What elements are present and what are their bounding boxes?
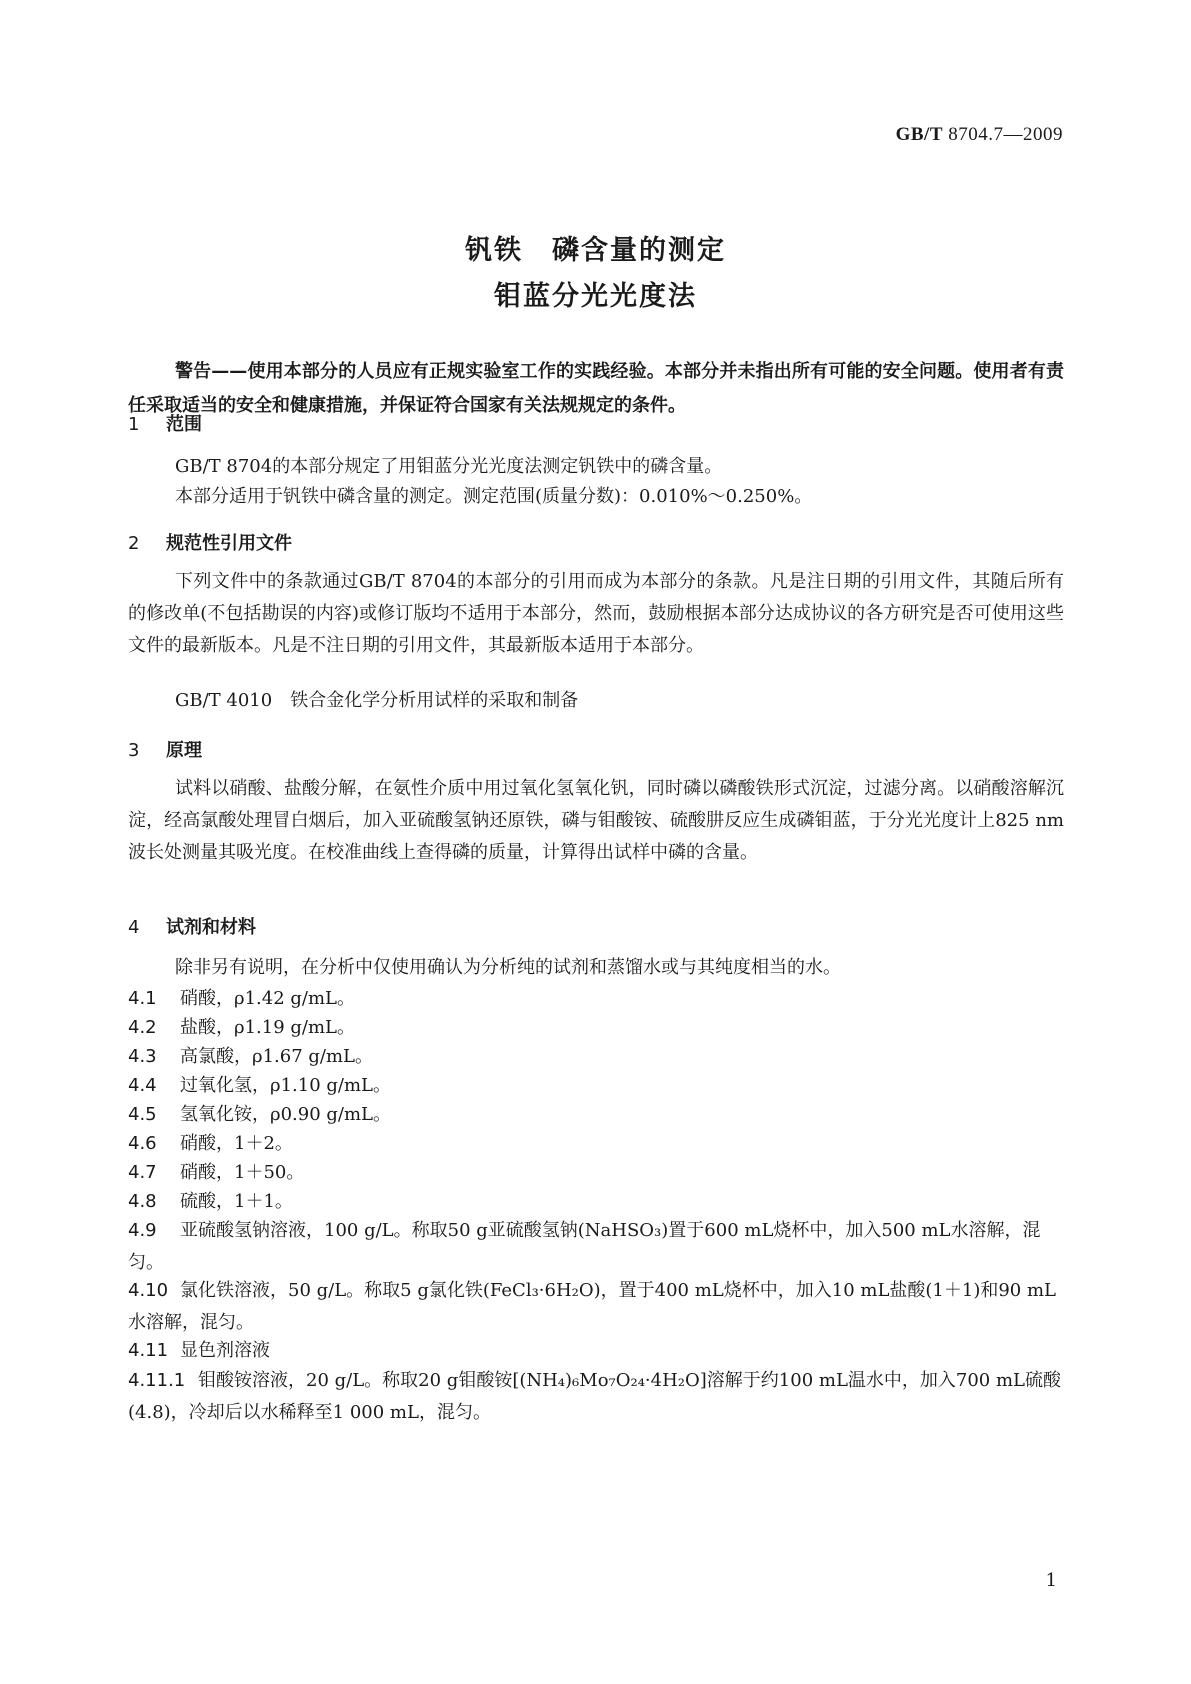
- list-item: [128, 1215, 1064, 1279]
- item-number: 4.5: [128, 1104, 157, 1125]
- section-heading-reagents: [128, 913, 256, 939]
- list-item: [128, 1041, 1064, 1073]
- item-number: 4.6: [128, 1133, 157, 1154]
- item-number: 4.4: [128, 1075, 157, 1096]
- item-text: 亚硫酸氢钠溶液，100 g/L。称取50 g亚硫酸氢钠(NaHSO₃)置于600 mL烧杯中，加入500 mL水溶解，混匀。: [128, 1220, 1041, 1273]
- item-text: 盐酸，ρ1.19 g/mL。: [180, 1017, 355, 1038]
- warning-paragraph: 警告——使用本部分的人员应有正规实验室工作的实践经验。本部分并未指出所有可能的安全问题。使用者有责任采取适当的安全和健康措施，并保证符合国家有关法规规定的条件。: [128, 361, 1064, 416]
- list-item: [128, 1335, 1064, 1367]
- section-heading-scope: [128, 410, 202, 436]
- section-title: 范围: [166, 414, 202, 435]
- item-text: 硝酸，1＋50。: [180, 1162, 305, 1183]
- section-title: 规范性引用文件: [166, 533, 292, 554]
- item-number: 4.8: [128, 1191, 157, 1212]
- item-number: 4.11: [128, 1340, 169, 1361]
- list-item: [128, 1157, 1064, 1189]
- list-item: [128, 1012, 1064, 1044]
- section-heading-normative-references: [128, 529, 292, 555]
- section-number: 2: [128, 533, 140, 554]
- list-item: [128, 1365, 1064, 1429]
- list-item: [128, 1275, 1064, 1339]
- item-text: 钼酸铵溶液，20 g/L。称取20 g钼酸铵[(NH₄)₆Mo₇O₂₄·4H₂O]溶解于约100 mL温水中，加入700 mL硫酸(4.8)，冷却后以水稀释至1 000 mL，混匀。: [128, 1370, 1061, 1423]
- paragraph: 试料以硝酸、盐酸分解，在氨性介质中用过氧化氢氧化钒，同时磷以磷酸铁形式沉淀，过滤分离。以硝酸溶解沉淀，经高氯酸处理冒白烟后，加入亚硫酸氢钠还原铁，磷与钼酸铵、硫酸肼反应生成磷钼蓝，于分光光度计上825 nm波长处测量其吸光度。在校准曲线上查得磷的质量，计算得出试样中磷的含量。: [128, 778, 1064, 863]
- section-number: 1: [128, 414, 140, 435]
- paragraph: 本部分适用于钒铁中磷含量的测定。测定范围(质量分数)：0.010%～0.250%。: [175, 486, 813, 507]
- item-number: 4.10: [128, 1280, 169, 1301]
- section-heading-principle: [128, 736, 202, 762]
- reference-item: GB/T 4010 铁合金化学分析用试样的采取和制备: [175, 690, 579, 711]
- paragraph: 除非另有说明，在分析中仅使用确认为分析纯的试剂和蒸馏水或与其纯度相当的水。: [175, 957, 841, 978]
- item-text: 硝酸，1＋2。: [180, 1133, 293, 1154]
- list-item: [128, 1186, 1064, 1218]
- paragraph: 下列文件中的条款通过GB/T 8704的本部分的引用而成为本部分的条款。凡是注日期的引用文件，其随后所有的修改单(不包括勘误的内容)或修订版均不适用于本部分，然而，鼓励根据本部分达成协议的各方研究是否可使用这些文件的最新版本。凡是不注日期的引用文件，其最新版本适用于本部分。: [128, 571, 1064, 656]
- document-subtitle: 钼蓝分光光度法: [494, 281, 697, 312]
- item-number: 4.1: [128, 988, 157, 1009]
- standard-code-prefix: GB/T: [895, 124, 943, 145]
- list-item: [128, 1099, 1064, 1131]
- standard-code-number: 8704.7—2009: [943, 124, 1063, 145]
- item-number: 4.11.1: [128, 1370, 186, 1391]
- item-number: 4.7: [128, 1162, 157, 1183]
- item-text: 氢氧化铵，ρ0.90 g/mL。: [180, 1104, 391, 1125]
- section-number: 4: [128, 917, 140, 938]
- item-text: 硝酸，ρ1.42 g/mL。: [180, 988, 355, 1009]
- section-title: 原理: [166, 740, 202, 761]
- document-title: 钒铁 磷含量的测定: [465, 235, 726, 266]
- item-text: 高氯酸，ρ1.67 g/mL。: [180, 1046, 373, 1067]
- standard-code: [896, 124, 1063, 146]
- list-item: [128, 1070, 1064, 1102]
- page-number: 1: [1045, 1570, 1057, 1591]
- item-number: 4.3: [128, 1046, 157, 1067]
- paragraph: GB/T 8704的本部分规定了用钼蓝分光光度法测定钒铁中的磷含量。: [175, 456, 723, 477]
- list-item: [128, 983, 1064, 1015]
- item-text: 硫酸，1＋1。: [180, 1191, 293, 1212]
- section-number: 3: [128, 740, 140, 761]
- list-item: [128, 1128, 1064, 1160]
- section-title: 试剂和材料: [166, 917, 256, 938]
- item-number: 4.9: [128, 1220, 157, 1241]
- item-text: 显色剂溶液: [180, 1340, 270, 1361]
- item-text: 过氧化氢，ρ1.10 g/mL。: [180, 1075, 391, 1096]
- item-number: 4.2: [128, 1017, 157, 1038]
- item-text: 氯化铁溶液，50 g/L。称取5 g氯化铁(FeCl₃·6H₂O)，置于400 mL烧杯中，加入10 mL盐酸(1＋1)和90 mL水溶解，混匀。: [128, 1280, 1056, 1333]
